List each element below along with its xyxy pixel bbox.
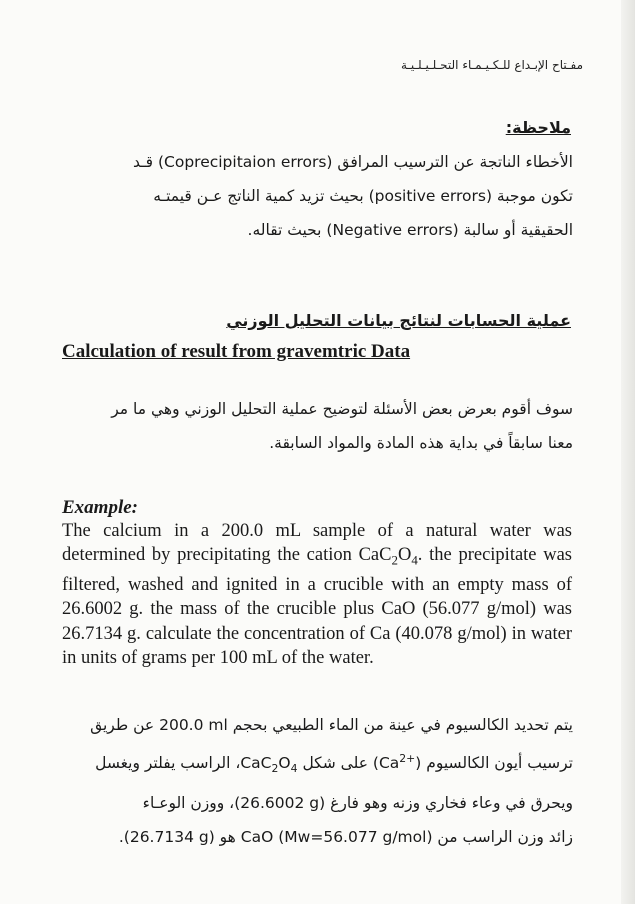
note-line-3 — [60, 213, 573, 247]
note-line-1-text-b: ) قـد — [132, 153, 165, 171]
note-line-2-text-b: ) بحيث تزيد كمية الناتج عـن قيمتـه — [153, 187, 375, 205]
ar-ex-l2-ion-charge: 2+ — [399, 752, 416, 765]
intro-paragraph — [60, 392, 573, 460]
note-line-2-english: positive errors — [374, 187, 486, 205]
example-sub-1: 2 — [391, 552, 398, 568]
ar-ex-l3-a: ويحرق في وعاء فخاري وزنه وهو فارغ ( — [319, 794, 573, 813]
note-paragraph — [60, 145, 573, 247]
ar-ex-l2-formula — [240, 754, 298, 776]
example-sub-2: 4 — [411, 552, 418, 568]
ar-ex-l2-sub1: 2 — [271, 762, 279, 776]
ar-ex-l3-b: )، ووزن الوعـاء — [142, 794, 241, 813]
example-text-1: The calcium in a 200.0 mL sample of a natural water was determined by precipitating the cation CaC — [62, 521, 572, 566]
ar-ex-l2-sub2: 4 — [290, 762, 298, 776]
ar-ex-l2-formula-a: CaC — [240, 754, 272, 773]
arabic-example-line-1 — [60, 708, 573, 742]
arabic-example-line-2 — [60, 742, 573, 786]
intro-line-2: معنا سابقاً في بداية هذه المادة والمواد السابقة. — [269, 434, 573, 452]
ar-ex-l1-volume: 200.0 ml — [159, 716, 228, 734]
ar-ex-l2-a: ترسيب أيون الكالسيوم ( — [415, 754, 573, 773]
ar-ex-l4-c: ). — [118, 828, 130, 847]
example-paragraph — [62, 519, 572, 670]
arabic-example-line-4 — [60, 820, 573, 854]
page-edge — [621, 0, 635, 904]
ar-ex-l4-cao: CaO (Mw=56.077 g/mol) — [240, 828, 433, 847]
ar-ex-l4-a: زائد وزن الراسب من — [432, 828, 573, 847]
intro-line-1: سوف أقوم بعرض بعض الأسئلة لتوضيح عملية التحليل الوزني وهي ما مر — [111, 400, 573, 418]
note-line-1-text-a: الأخطاء الناتجة عن الترسيب المرافق ( — [326, 153, 573, 171]
arabic-example-line-3 — [60, 786, 573, 820]
note-line-3-text-a: الحقيقية أو سالبة ( — [452, 221, 573, 239]
note-line-1 — [60, 145, 573, 179]
example-text-2: . the precipitate was filtered, washed and ignited in a crucible with an empty mass of 26.6002 g. the mass of the crucible plus CaO (56.077 g/mol) was 26.7134 g. calculate the concentration of Ca (40.078 g/mol) in water in units of grams per 100 mL of the water. — [62, 545, 573, 668]
ar-ex-l2-ion-symbol: Ca — [378, 754, 400, 773]
ar-ex-l1-b: عن طريق — [90, 716, 160, 734]
note-line-2 — [60, 179, 573, 213]
ar-ex-l3-mass: 26.6002 g — [240, 794, 320, 813]
running-header: مفـتاح الإبـداع للـكـيـمـاء التحـلـيـلـيـة — [400, 58, 583, 72]
ar-ex-l4-b: هو ( — [208, 828, 241, 847]
note-line-2-text-a: تكون موجبة ( — [485, 187, 573, 205]
ar-ex-l2-ion — [379, 754, 415, 772]
ar-ex-l2-c: ، الراسب يفلتر ويغسل — [95, 754, 241, 773]
example-oxygen: O — [397, 545, 412, 566]
ar-ex-l2-b: ) على شكل — [297, 754, 379, 773]
note-title: ملاحظة: — [505, 118, 571, 137]
example-label: Example: — [62, 497, 138, 518]
section-title-english: Calculation of result from gravemtric Data — [62, 341, 411, 362]
ar-ex-l2-oxygen: O — [278, 754, 291, 773]
note-line-3-english: Negative errors — [332, 221, 453, 239]
note-line-1-english: Coprecipitaion errors — [164, 153, 327, 171]
arabic-example-paragraph — [60, 708, 573, 854]
section-title-arabic: عملية الحسابات لنتائج بيانات التحليل الوزني — [226, 311, 571, 330]
ar-ex-l4-value: 26.7134 g — [129, 828, 209, 847]
ar-ex-l1-a: يتم تحديد الكالسيوم في عينة من الماء الطبيعي بحجم — [227, 716, 573, 734]
note-line-3-text-b: ) بحيث تقاله. — [247, 221, 333, 239]
